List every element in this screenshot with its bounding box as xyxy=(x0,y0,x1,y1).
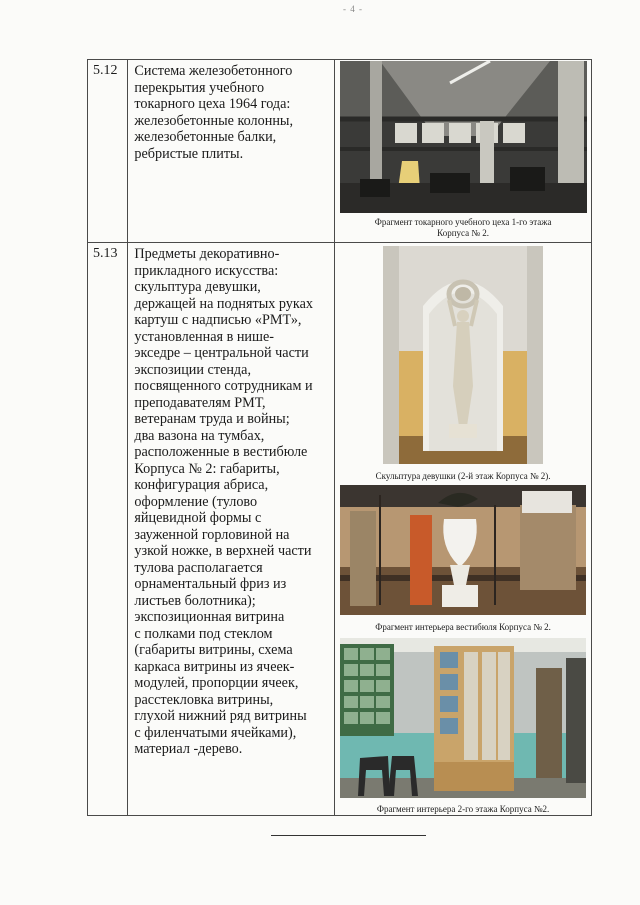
photo-caption xyxy=(375,217,552,239)
figure xyxy=(335,60,591,239)
page-number-mark: - 4 - xyxy=(343,4,363,14)
description-line: держащей на поднятых руках xyxy=(134,295,313,312)
photo-caption xyxy=(375,622,551,633)
caption-line: Фрагмент интерьера 2-го этажа Корпуса №2. xyxy=(376,804,550,814)
description-line: каркаса витрины из ячеек- xyxy=(134,658,295,675)
description-line: ветеранам труда и войны; xyxy=(134,411,290,427)
table-row xyxy=(88,60,592,243)
table-row xyxy=(88,243,592,816)
item-description xyxy=(128,243,335,816)
corridor-display-case-photo xyxy=(340,638,586,798)
description-line: яйцевидной формы с xyxy=(134,510,262,526)
item-description xyxy=(128,60,335,243)
description-line: с полками под стеклом xyxy=(134,625,273,642)
description-line: Корпуса № 2: габариты, xyxy=(134,460,280,477)
workshop-ceiling-photo xyxy=(340,61,587,213)
description-line: глухой нижний ряд витрины xyxy=(134,708,307,724)
heritage-items-table xyxy=(87,59,592,816)
description-line: модулей, пропорции ячеек, xyxy=(134,675,299,691)
description-line: установленная в нише- xyxy=(134,328,274,345)
vestibule-vase-photo xyxy=(340,485,586,615)
description-line: узкой ножке, в верхней части xyxy=(134,543,312,559)
description-line: Система железобетонного xyxy=(134,63,293,79)
description-line: материал -дерево. xyxy=(134,741,243,757)
description-line: (габариты витрины, схема xyxy=(134,642,293,658)
description-line: зауженной горловиной на xyxy=(134,526,290,543)
description-line: листьев болотника); xyxy=(134,592,256,609)
description-line: экспозиционная витрина xyxy=(134,609,285,625)
description-line: экседре – центральной части xyxy=(134,345,309,361)
description-line: расстекловка витрины, xyxy=(134,691,274,708)
caption-line: Корпуса № 2. xyxy=(437,228,489,238)
description-line: оформление (тулово xyxy=(134,493,258,510)
footer-rule xyxy=(271,835,426,836)
figure xyxy=(335,243,591,815)
description-line: перекрытия учебного xyxy=(134,79,265,96)
description-line: расположенные в вестибюле xyxy=(134,444,308,460)
description-line: прикладного искусства: xyxy=(134,262,279,279)
item-photos xyxy=(335,60,592,243)
description-line: с филенчатыми ячейками), xyxy=(134,724,297,741)
caption-line: Скульптура девушки (2-й этаж Корпуса № 2). xyxy=(375,471,551,481)
description-line: конфигурация абриса, xyxy=(134,477,269,493)
item-photos xyxy=(335,243,592,816)
description-line: скульптура девушки, xyxy=(134,279,261,295)
item-number: 5.13 xyxy=(88,243,128,816)
description-line: ребристые плиты. xyxy=(134,145,244,162)
description-line: два вазона на тумбах, xyxy=(134,427,265,444)
photo-caption xyxy=(376,471,551,482)
description-line: картуш с надписью «РМТ», xyxy=(134,312,302,328)
description-line: посвященного сотрудникам и xyxy=(134,378,313,394)
description-line: железобетонные балки, xyxy=(134,129,277,145)
description-line: тулова располагается xyxy=(134,559,263,576)
description-line: орнаментальный фриз из xyxy=(134,576,287,592)
description-line: экспозиции стенда, xyxy=(134,361,251,378)
description-line: токарного цеха 1964 года: xyxy=(134,96,291,112)
item-number: 5.12 xyxy=(88,60,128,243)
description-line: железобетонные колонны, xyxy=(134,112,293,129)
description-line: Предметы декоративно- xyxy=(134,246,280,262)
caption-line: Фрагмент интерьера вестибюля Корпуса № 2. xyxy=(375,622,551,632)
sculpture-photo xyxy=(383,246,543,464)
caption-line: Фрагмент токарного учебного цеха 1-го этажа xyxy=(374,217,552,227)
photo-caption xyxy=(377,804,549,815)
description-line: преподавателям РМТ, xyxy=(134,394,266,411)
